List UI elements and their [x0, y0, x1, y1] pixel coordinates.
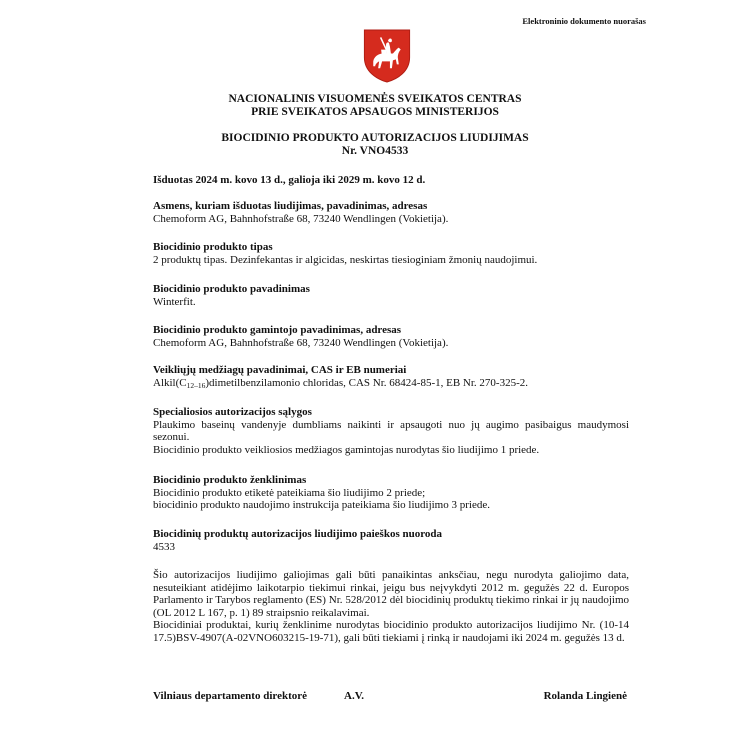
section-text: Winterfit.	[153, 295, 196, 308]
section-active-substances	[153, 364, 629, 389]
substance-subscript: 12–16	[186, 380, 206, 390]
section-product-type	[153, 241, 629, 266]
document-number: Nr. VNO4533	[341, 145, 409, 157]
coat-of-arms-icon	[362, 28, 412, 83]
section-heading: Asmens, kuriam išduotas liudijimas, pavadinimas, adresas	[153, 200, 428, 212]
section-conditions	[153, 406, 629, 456]
section-text: Plaukimo baseinų vandenyje dumbliams naikinti ir apsaugoti nuo jų augimo pasibaigus maudymosi sezonui.	[153, 418, 629, 443]
seal-mark: A.V.	[344, 690, 364, 702]
section-product-name	[153, 283, 629, 308]
section-text: biocidinio produkto naudojimo instrukcija pateikiama šio liudijimo 3 priede.	[153, 499, 490, 511]
section-text: 4533	[153, 540, 175, 553]
document-heading	[0, 132, 750, 158]
closing-paragraph: Šio autorizacijos liudijimo galiojimas gali būti panaikintas anksčiau, negu nurodyta galiojimo data, nesuteikiant atidėjimo laikotarpio tiekimui rinkai, jeigu bus neįvykdyti 2012 m. gegužės 22 d. Europos Parlamento ir Tarybos reglamento (ES) Nr. 528/2012 dėl biocidinių produktų tiekimo rinkai ir jų naudojimo (OL 2012 L 167, p. 1) 89 straipsnio reikalavimai.	[153, 569, 629, 619]
signatory-title: Vilniaus departamento direktorė	[153, 690, 307, 702]
section-heading: Specialiosios autorizacijos sąlygos	[153, 406, 312, 418]
substance-name-end: )dimetilbenzilamonio chloridas, CAS Nr. 68424-85-1, EB Nr. 270-325-2.	[205, 376, 529, 389]
substance-name-start: Alkil(C	[153, 376, 187, 389]
section-holder	[153, 200, 629, 225]
document-title: BIOCIDINIO PRODUKTO AUTORIZACIJOS LIUDIJIMAS	[221, 132, 529, 144]
section-search-reference	[153, 528, 629, 553]
section-text	[153, 377, 629, 390]
section-text: Chemoform AG, Bahnhofstraße 68, 73240 Wendlingen (Vokietija).	[153, 336, 449, 349]
section-text: Biocidinio produkto etiketė pateikiama šio liudijimo 2 priede;	[153, 486, 426, 499]
closing-paragraph: Biocidiniai produktai, kurių ženklinime nurodytas biocidinio produkto autorizacijos liudijimo Nr. (10-14 17.5)BSV-4907(A-02VNO603215-19-71), gali būti tiekiami į rinką ir naudojami iki 2024 m. gegužės 13 d.	[153, 619, 629, 644]
section-text: Chemoform AG, Bahnhofstraße 68, 73240 Wendlingen (Vokietija).	[153, 212, 449, 225]
section-manufacturer	[153, 324, 629, 349]
section-heading: Biocidinio produkto gamintojo pavadinimas, adresas	[153, 324, 402, 336]
issue-validity: Išduotas 2024 m. kovo 13 d., galioja iki 2029 m. kovo 12 d.	[153, 174, 426, 186]
signatory-name: Rolanda Lingienė	[543, 690, 627, 702]
section-heading: Biocidinių produktų autorizacijos liudijimo paieškos nuoroda	[153, 528, 443, 540]
section-heading: Biocidinio produkto pavadinimas	[153, 283, 310, 295]
section-text: 2 produktų tipas. Dezinfekantas ir algicidas, neskirtas tiesioginiam žmonių naudojimui.	[153, 253, 538, 266]
section-labelling	[153, 474, 629, 512]
section-heading: Biocidinio produkto tipas	[153, 241, 273, 253]
section-text: Biocidinio produkto veikliosios medžiagos gamintojas nurodytas šio liudijimo 1 priede.	[153, 443, 540, 456]
agency-name	[0, 93, 750, 119]
agency-line-1: NACIONALINIS VISUOMENĖS SVEIKATOS CENTRAS	[228, 93, 522, 105]
copy-note: Elektroninio dokumento nuorašas	[522, 16, 646, 26]
agency-line-2: PRIE SVEIKATOS APSAUGOS MINISTERIJOS	[251, 106, 499, 118]
section-heading: Veikliųjų medžiagų pavadinimai, CAS ir EB numeriai	[153, 364, 407, 376]
signature-block	[153, 690, 629, 704]
section-heading: Biocidinio produkto ženklinimas	[153, 474, 307, 486]
closing-text	[153, 569, 629, 644]
